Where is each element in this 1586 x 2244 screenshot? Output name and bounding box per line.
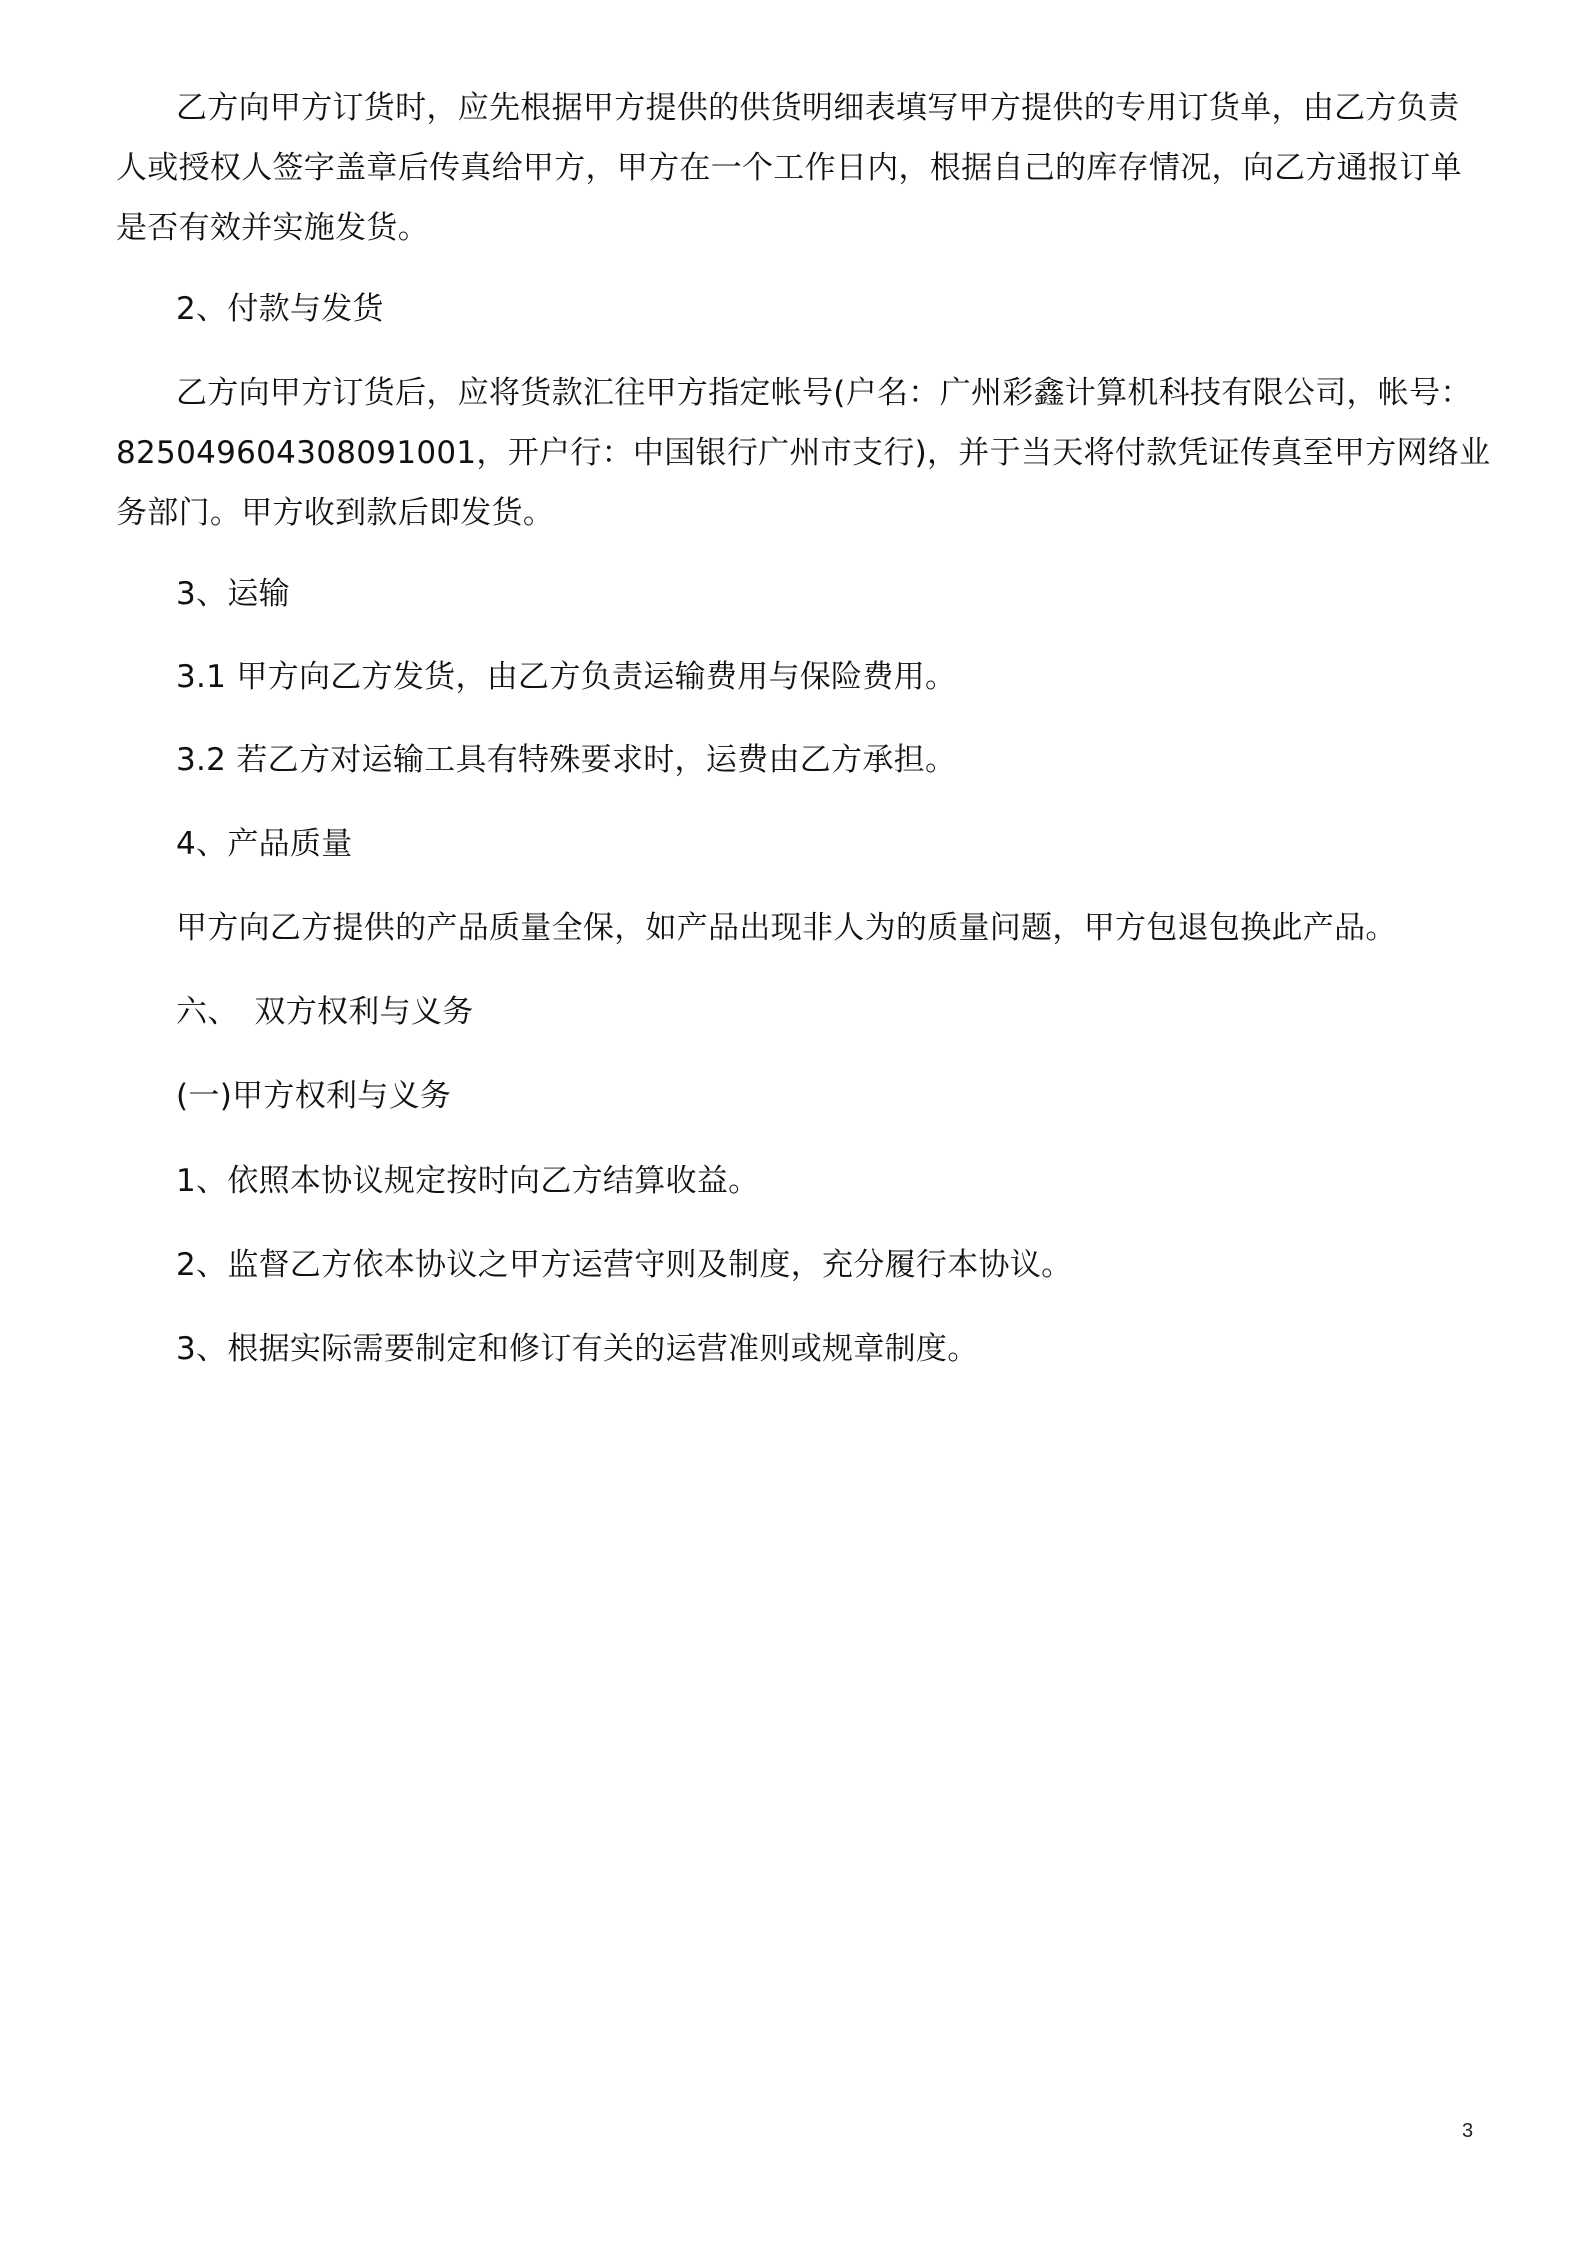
transport-item-1: 3.1 甲方向乙方发货，由乙方负责运输费用与保险费用。 — [176, 659, 957, 695]
payment-text-line-1: 乙方向甲方订货后，应将货款汇往甲方指定帐号(户名：广州彩鑫计算机科技有限公司，帐号： — [176, 375, 1472, 411]
party-a-heading: (一)甲方权利与义务 — [176, 1078, 452, 1114]
payment-text-line-3: 务部门。甲方收到款后即发货。 — [116, 495, 555, 531]
party-a-item-3: 3、根据实际需要制定和修订有关的运营准则或规章制度。 — [176, 1331, 979, 1367]
payment-heading: 2、付款与发货 — [176, 291, 384, 327]
ordering-intro-line-3: 是否有效并实施发货。 — [116, 210, 429, 246]
quality-heading: 4、产品质量 — [176, 826, 353, 862]
payment-text-line-2: 825049604308091001，开户行：中国银行广州市支行)，并于当天将付款凭证传真至甲方网络业 — [116, 435, 1491, 471]
section-six-heading: 六、 双方权利与义务 — [176, 994, 474, 1030]
party-a-item-2: 2、监督乙方依本协议之甲方运营守则及制度，充分履行本协议。 — [176, 1247, 1073, 1283]
transport-heading: 3、运输 — [176, 576, 290, 612]
party-a-item-1: 1、依照本协议规定按时向乙方结算收益。 — [176, 1163, 760, 1199]
ordering-intro-line-1: 乙方向甲方订货时，应先根据甲方提供的供货明细表填写甲方提供的专用订货单，由乙方负责 — [176, 90, 1460, 126]
page-number: 3 — [1462, 2120, 1474, 2142]
ordering-intro-line-2: 人或授权人签字盖章后传真给甲方，甲方在一个工作日内，根据自己的库存情况，向乙方通报订单 — [116, 150, 1462, 186]
quality-text: 甲方向乙方提供的产品质量全保，如产品出现非人为的质量问题，甲方包退包换此产品。 — [176, 910, 1397, 946]
transport-item-2: 3.2 若乙方对运输工具有特殊要求时，运费由乙方承担。 — [176, 742, 957, 778]
